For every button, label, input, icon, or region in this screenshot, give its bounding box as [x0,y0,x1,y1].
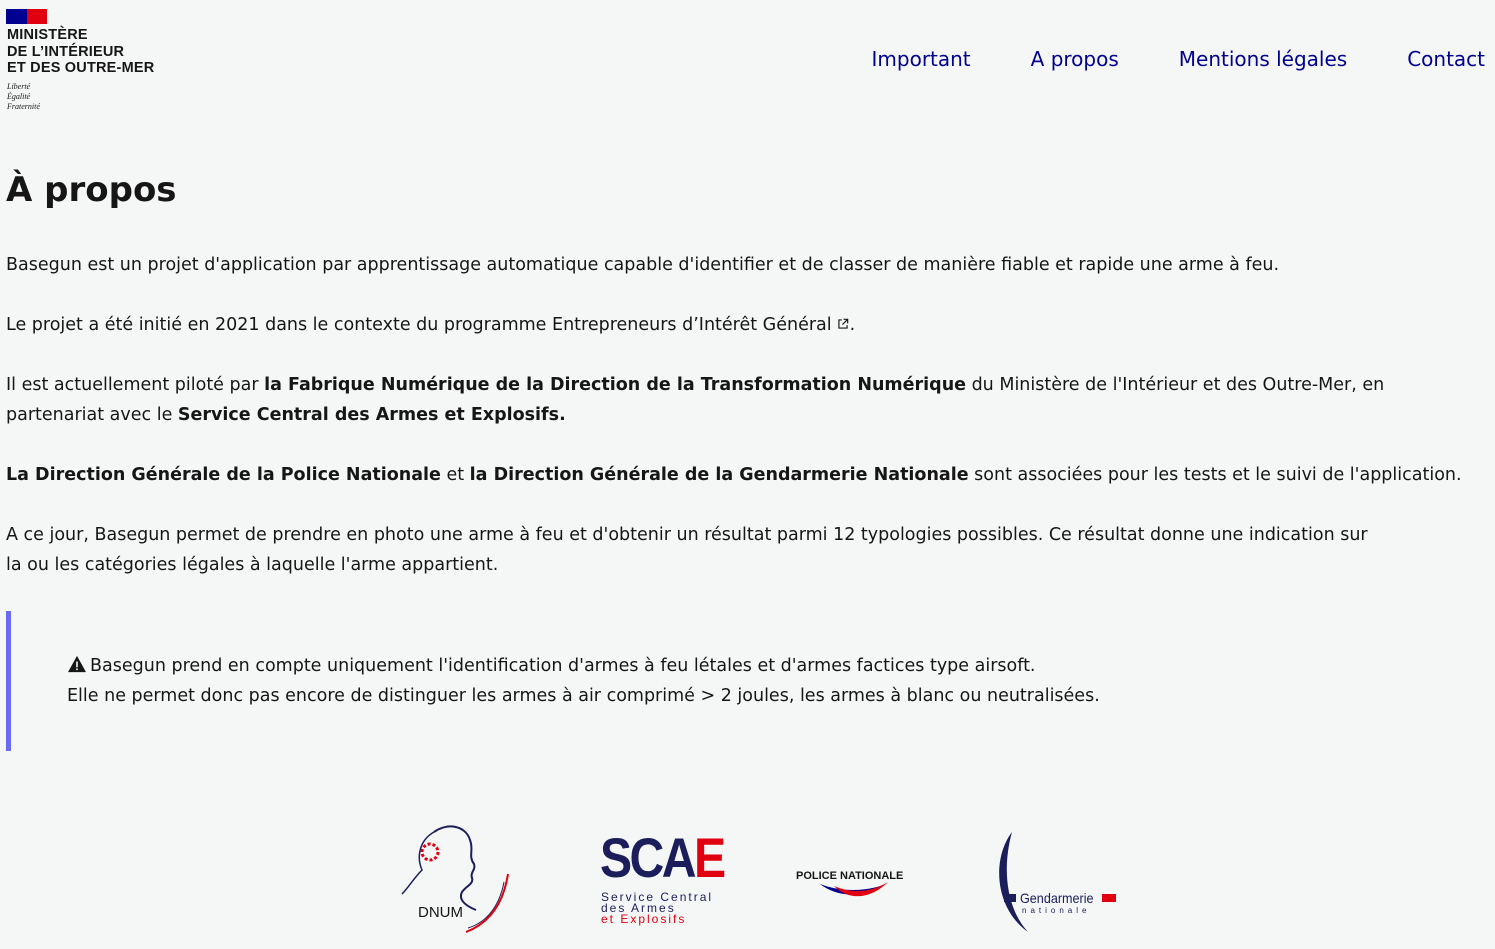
callout-line1 [67,651,1036,681]
scae-letters: SCA [600,826,694,889]
gendarmerie-logo [990,828,1120,938]
police-swoosh-icon [794,862,918,902]
scae-letter-e: E [693,826,724,889]
text: Le projet a été initié en 2021 dans le contexte du programme [6,315,553,335]
callout-text: Basegun prend en compte uniquement l'identification d'armes à feu létales et d'armes factices type airsoft. [90,656,1036,676]
scae-logo [598,826,724,932]
site-header [0,0,1495,120]
police-label: POLICE NATIONALE [796,870,904,882]
marianne-flag-icon [6,9,47,24]
ministry-logo-text[interactable] [7,27,187,77]
scae-title [600,826,724,889]
warning-callout [6,611,1492,751]
bold-text: la Fabrique Numérique de la Direction de la Transformation Numérique [264,375,967,395]
paragraph-current-line1: A ce jour, Basegun permet de prendre en photo une arme à feu et d'obtenir un résultat parmi 12 typologies possibles. Ce résultat donne une indication sur [6,525,1368,545]
warning-icon [67,655,87,673]
text: partenariat avec le [6,405,178,425]
partner-logos [0,818,1495,943]
bold-text: Service Central des Armes et Explosifs. [177,405,566,425]
paragraph-pilot-line1 [6,370,1384,400]
nav-link-important[interactable]: Important [871,47,971,71]
text: Il est actuellement piloté par [6,375,265,395]
link-text: Entrepreneurs d’Intérêt Général [552,315,832,335]
eig-program-link[interactable] [552,315,850,335]
nav-link-mentions-legales[interactable]: Mentions légales [1178,47,1348,71]
paragraph-intro: Basegun est un projet d'application par apprentissage automatique capable d'identifier et de classer de manière fiable et rapide une arme à feu. [6,255,1280,275]
motto-fraternite: Fraternité [7,102,40,111]
paragraph-pilot-line2 [6,400,566,430]
gendarmerie-label: Gendarmerie [1020,890,1094,906]
page-title: À propos [6,170,177,210]
callout-line2: Elle ne permet donc pas encore de distinguer les armes à air comprimé > 2 joules, les armes à blanc ou neutralisées. [67,686,1100,706]
nav-link-a-propos[interactable]: A propos [1030,47,1119,71]
ministry-line: DE L’INTÉRIEUR [7,43,125,60]
bold-text: la Direction Générale de la Gendarmerie Nationale [469,465,969,485]
bold-text: La Direction Générale de la Police Nationale [6,465,441,485]
ministry-line: MINISTÈRE [7,27,88,43]
motto-egalite: Égalité [7,92,31,101]
text: du Ministère de l'Intérieur et des Outre-Mer, en [966,375,1385,395]
ministry-line: ET DES OUTRE-MER [7,60,155,76]
marianne-profile-icon [396,822,516,940]
scae-sub-line: des Armes [601,901,676,915]
dnum-logo [396,822,516,940]
main-content [6,166,1492,706]
scae-sub-line: et Explosifs [601,912,687,926]
text: . [849,315,856,335]
gendarmerie-flame-icon [990,828,1120,938]
paragraph-current-line2: la ou les catégories légales à laquelle l'arme appartient. [6,555,499,575]
paragraph-origin [6,310,855,340]
external-link-icon [836,317,850,331]
text: et [440,465,470,485]
paragraph-partners [6,460,1462,490]
motto-liberte: Liberté [7,82,31,91]
main-nav [872,44,1486,74]
gendarmerie-sub-label: nationale [1022,906,1091,915]
dnum-label: DNUM [418,904,463,921]
scae-sub-line: Service Central [601,890,714,904]
police-nationale-logo [794,862,918,902]
nav-link-contact[interactable]: Contact [1407,47,1485,71]
text: sont associées pour les tests et le suivi de l'application. [968,465,1462,485]
republic-motto [7,82,40,112]
